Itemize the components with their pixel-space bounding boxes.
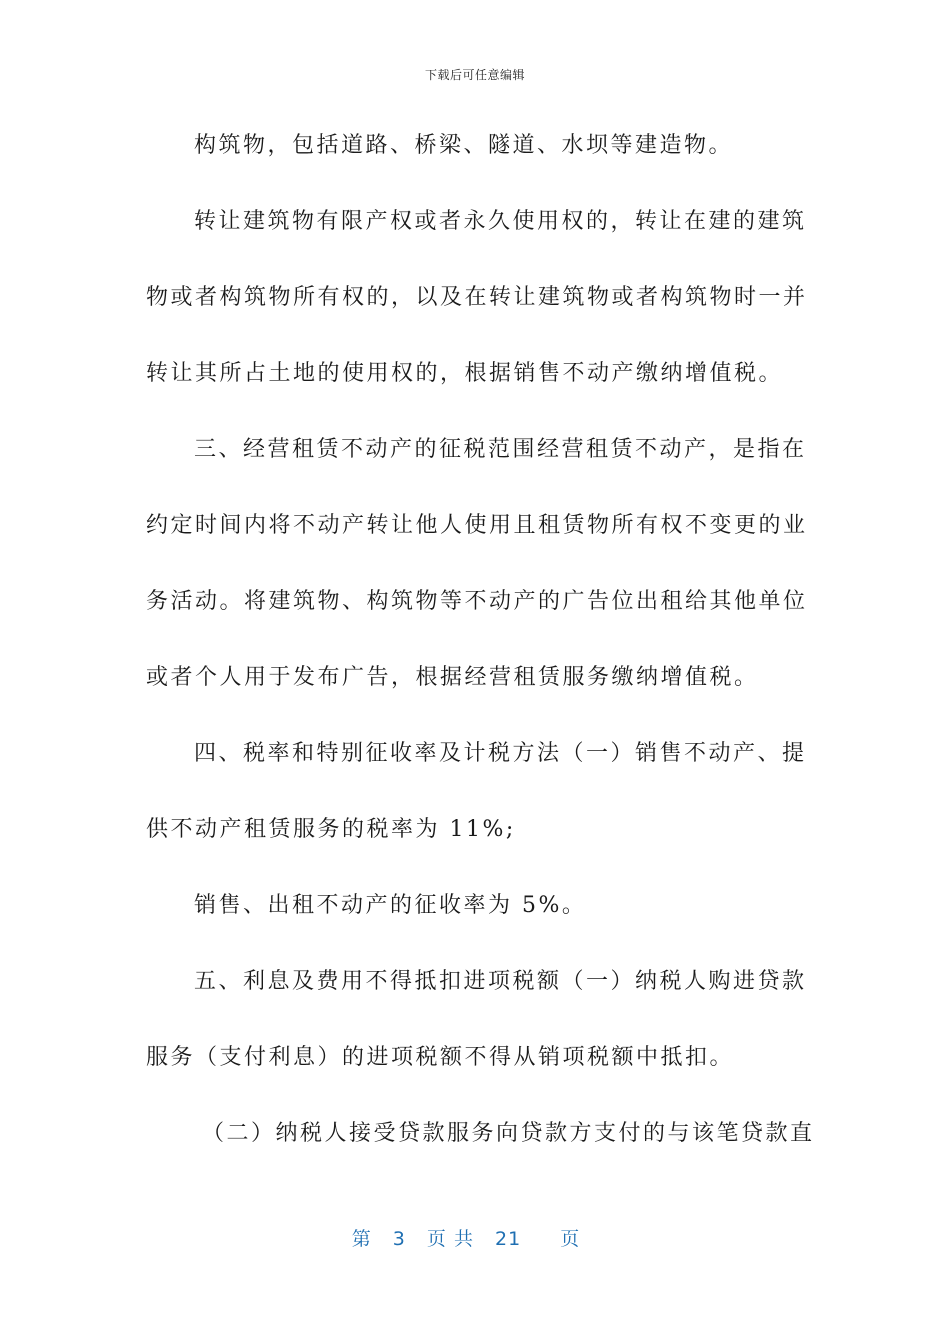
paragraph-line: 或者个人用于发布广告，根据经营租赁服务缴纳增值税。	[146, 665, 759, 690]
paragraph-line: 约定时间内将不动产转让他人使用且租赁物所有权不变更的业	[146, 513, 808, 538]
paragraph-line: 供不动产租赁服务的税率为 11%;	[146, 817, 516, 842]
paragraph-line: 物或者构筑物所有权的，以及在转让建筑物或者构筑物时一并	[146, 285, 808, 310]
page-prefix: 第	[351, 1228, 372, 1250]
paragraph-line: 三、经营租赁不动产的征税范围经营租赁不动产，是指在	[194, 437, 807, 462]
paragraph-line: 四、税率和特别征收率及计税方法（一）销售不动产、提	[194, 741, 807, 766]
page-middle: 页 共	[426, 1228, 474, 1250]
paragraph-line: 构筑物，包括道路、桥梁、隧道、水坝等建造物。	[194, 133, 734, 158]
paragraph-line: （二）纳税人接受贷款服务向贷款方支付的与该笔贷款直	[202, 1121, 815, 1146]
page-suffix: 页	[560, 1228, 581, 1250]
paragraph-line: 服务（支付利息）的进项税额不得从销项税额中抵扣。	[146, 1045, 735, 1070]
paragraph-line: 务活动。将建筑物、构筑物等不动产的广告位出租给其他单位	[146, 589, 808, 614]
document-body	[146, 124, 815, 1188]
paragraph-line: 转让其所占土地的使用权的，根据销售不动产缴纳增值税。	[146, 361, 784, 386]
header-note: 下载后可任意编辑	[424, 68, 525, 82]
total-pages-number: 21	[495, 1228, 522, 1250]
page-footer	[0, 1224, 950, 1251]
paragraph-line: 销售、出租不动产的征收率为 5%。	[194, 893, 587, 918]
paragraph-line: 五、利息及费用不得抵扣进项税额（一）纳税人购进贷款	[194, 969, 807, 994]
paragraph-line: 转让建筑物有限产权或者永久使用权的，转让在建的建筑	[194, 209, 807, 234]
current-page-number: 3	[392, 1228, 406, 1250]
